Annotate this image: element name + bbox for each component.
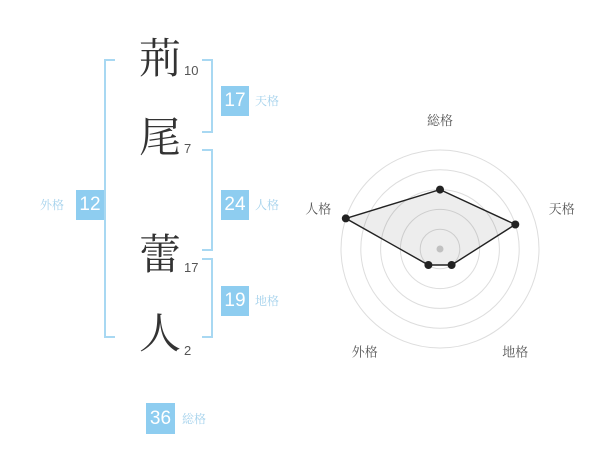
- name-char-2: 尾: [138, 114, 181, 161]
- radar-chart: [290, 100, 600, 390]
- axis-label: 地格: [502, 344, 529, 360]
- radar-point: [342, 214, 350, 222]
- soukaku-value-badge: 36: [146, 403, 175, 434]
- stroke-count-1: 10: [184, 63, 199, 78]
- axis-label: 外格: [351, 344, 378, 360]
- jinkaku-value-badge: 24: [221, 190, 249, 220]
- jinkaku-label: 人格: [255, 198, 280, 212]
- gaikaku-value-badge: 12: [76, 190, 104, 220]
- tenkaku-label: 天格: [255, 94, 280, 108]
- stroke-count-4: 2: [184, 343, 192, 358]
- soukaku-label: 総格: [182, 412, 207, 426]
- stroke-count-2: 7: [184, 141, 192, 156]
- axis-label: 総格: [426, 113, 454, 128]
- chikaku-value-badge: 19: [221, 286, 249, 316]
- name-stroke-diagram: [0, 0, 290, 470]
- gaikaku-label: 外格: [40, 198, 65, 212]
- radar-point: [424, 261, 432, 269]
- radar-point: [436, 186, 444, 194]
- axis-label: 人格: [305, 201, 332, 217]
- jinkaku-bracket: [202, 149, 213, 251]
- radar-point: [448, 261, 456, 269]
- name-char-1: 荊: [138, 35, 181, 82]
- radar-point: [511, 221, 519, 229]
- name-char-4: 人: [138, 310, 181, 357]
- radar-polygon: [346, 190, 516, 265]
- tenkaku-value-badge: 17: [221, 86, 249, 116]
- center-dot: [437, 246, 444, 253]
- chikaku-label: 地格: [255, 294, 280, 308]
- name-char-3: 蕾: [138, 231, 181, 278]
- stroke-count-3: 17: [184, 260, 199, 275]
- axis-label: 天格: [548, 201, 575, 217]
- gaikaku-bracket: [104, 59, 115, 338]
